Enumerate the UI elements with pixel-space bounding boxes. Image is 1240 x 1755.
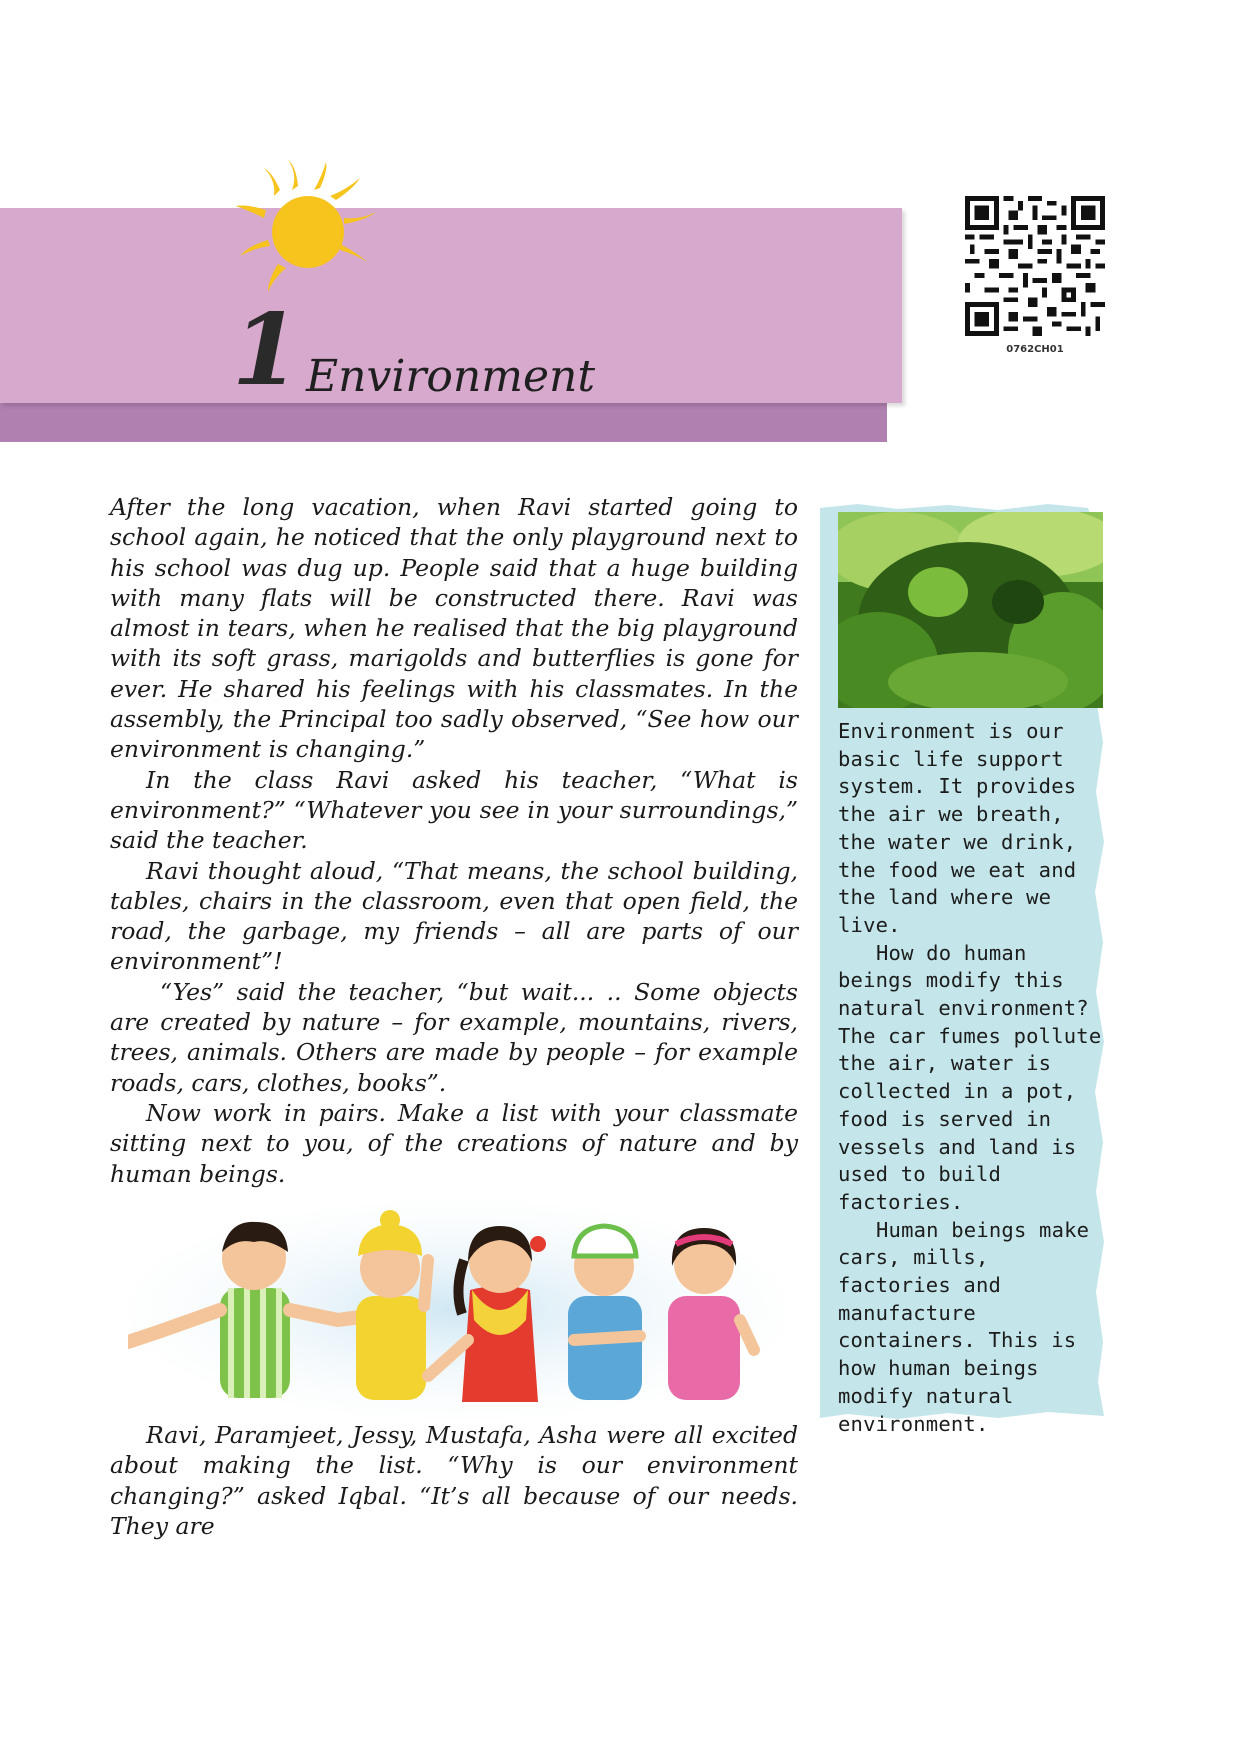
forest-photo xyxy=(838,512,1103,708)
qr-code-label: 0762CH01 xyxy=(1006,344,1064,355)
paragraph: Ravi thought aloud, “That means, the school building, tables, chairs in the classroom, even that open field, the road, the garbage, my friends – all are parts of our environment”! xyxy=(110,856,798,976)
paragraph: Now work in pairs. Make a list with your classmate sitting next to you, of the creations of nature and by human beings. xyxy=(110,1098,798,1188)
paragraph: Ravi, Paramjeet, Jessy, Mustafa, Asha were all excited about making the list. “Why is our environment changing?” asked Iqbal. “It’s all because of our needs. They are xyxy=(110,1421,798,1540)
qr-code-image xyxy=(965,196,1105,336)
kid-figure xyxy=(568,1226,642,1400)
chapter-number: 1 xyxy=(232,293,301,408)
paragraph: “Yes” said the teacher, “but wait... .. Some objects are created by nature – for example, mountains, rivers, trees, animals. Others are made by people – for example roads, cars, clothes, books”. xyxy=(110,977,798,1097)
sidebar-text xyxy=(838,718,1108,1438)
sidebar-paragraph: Human beings make cars, mills, factories and manufacture containers. This is how human beings modify natural environment. xyxy=(838,1217,1090,1436)
chapter-title: Environment xyxy=(306,351,596,402)
paragraph: In the class Ravi asked his teacher, “What is environment?” “Whatever you see in your surroundings,” said the teacher. xyxy=(110,765,798,855)
sidebar-paragraph: Environment is our basic life support system. It provides the air we breath, the water we drink, the food we eat and the land where we live. xyxy=(838,719,1077,937)
paragraph: After the long vacation, when Ravi started going to school again, he noticed that the only playground next to his school was dug up. People said that a huge building with many flats will be constructed there. Ravi was almost in tears, when he realised that the big playground with its soft grass, marigolds and butterflies is gone for ever. He shared his feelings with his classmates. In the assembly, the Principal too sadly observed, “See how our environment is changing.” xyxy=(110,493,798,764)
main-text-continued xyxy=(110,1420,798,1541)
sun-icon xyxy=(228,160,388,300)
main-text-column xyxy=(110,492,798,1189)
sidebar-paragraph: How do human beings modify this natural environment? The car fumes pollute the air, water is collected in a pot, food is served in vessels and land is used to build factories. xyxy=(838,940,1102,1214)
kid-figure xyxy=(356,1210,428,1400)
children-illustration xyxy=(128,1190,784,1420)
